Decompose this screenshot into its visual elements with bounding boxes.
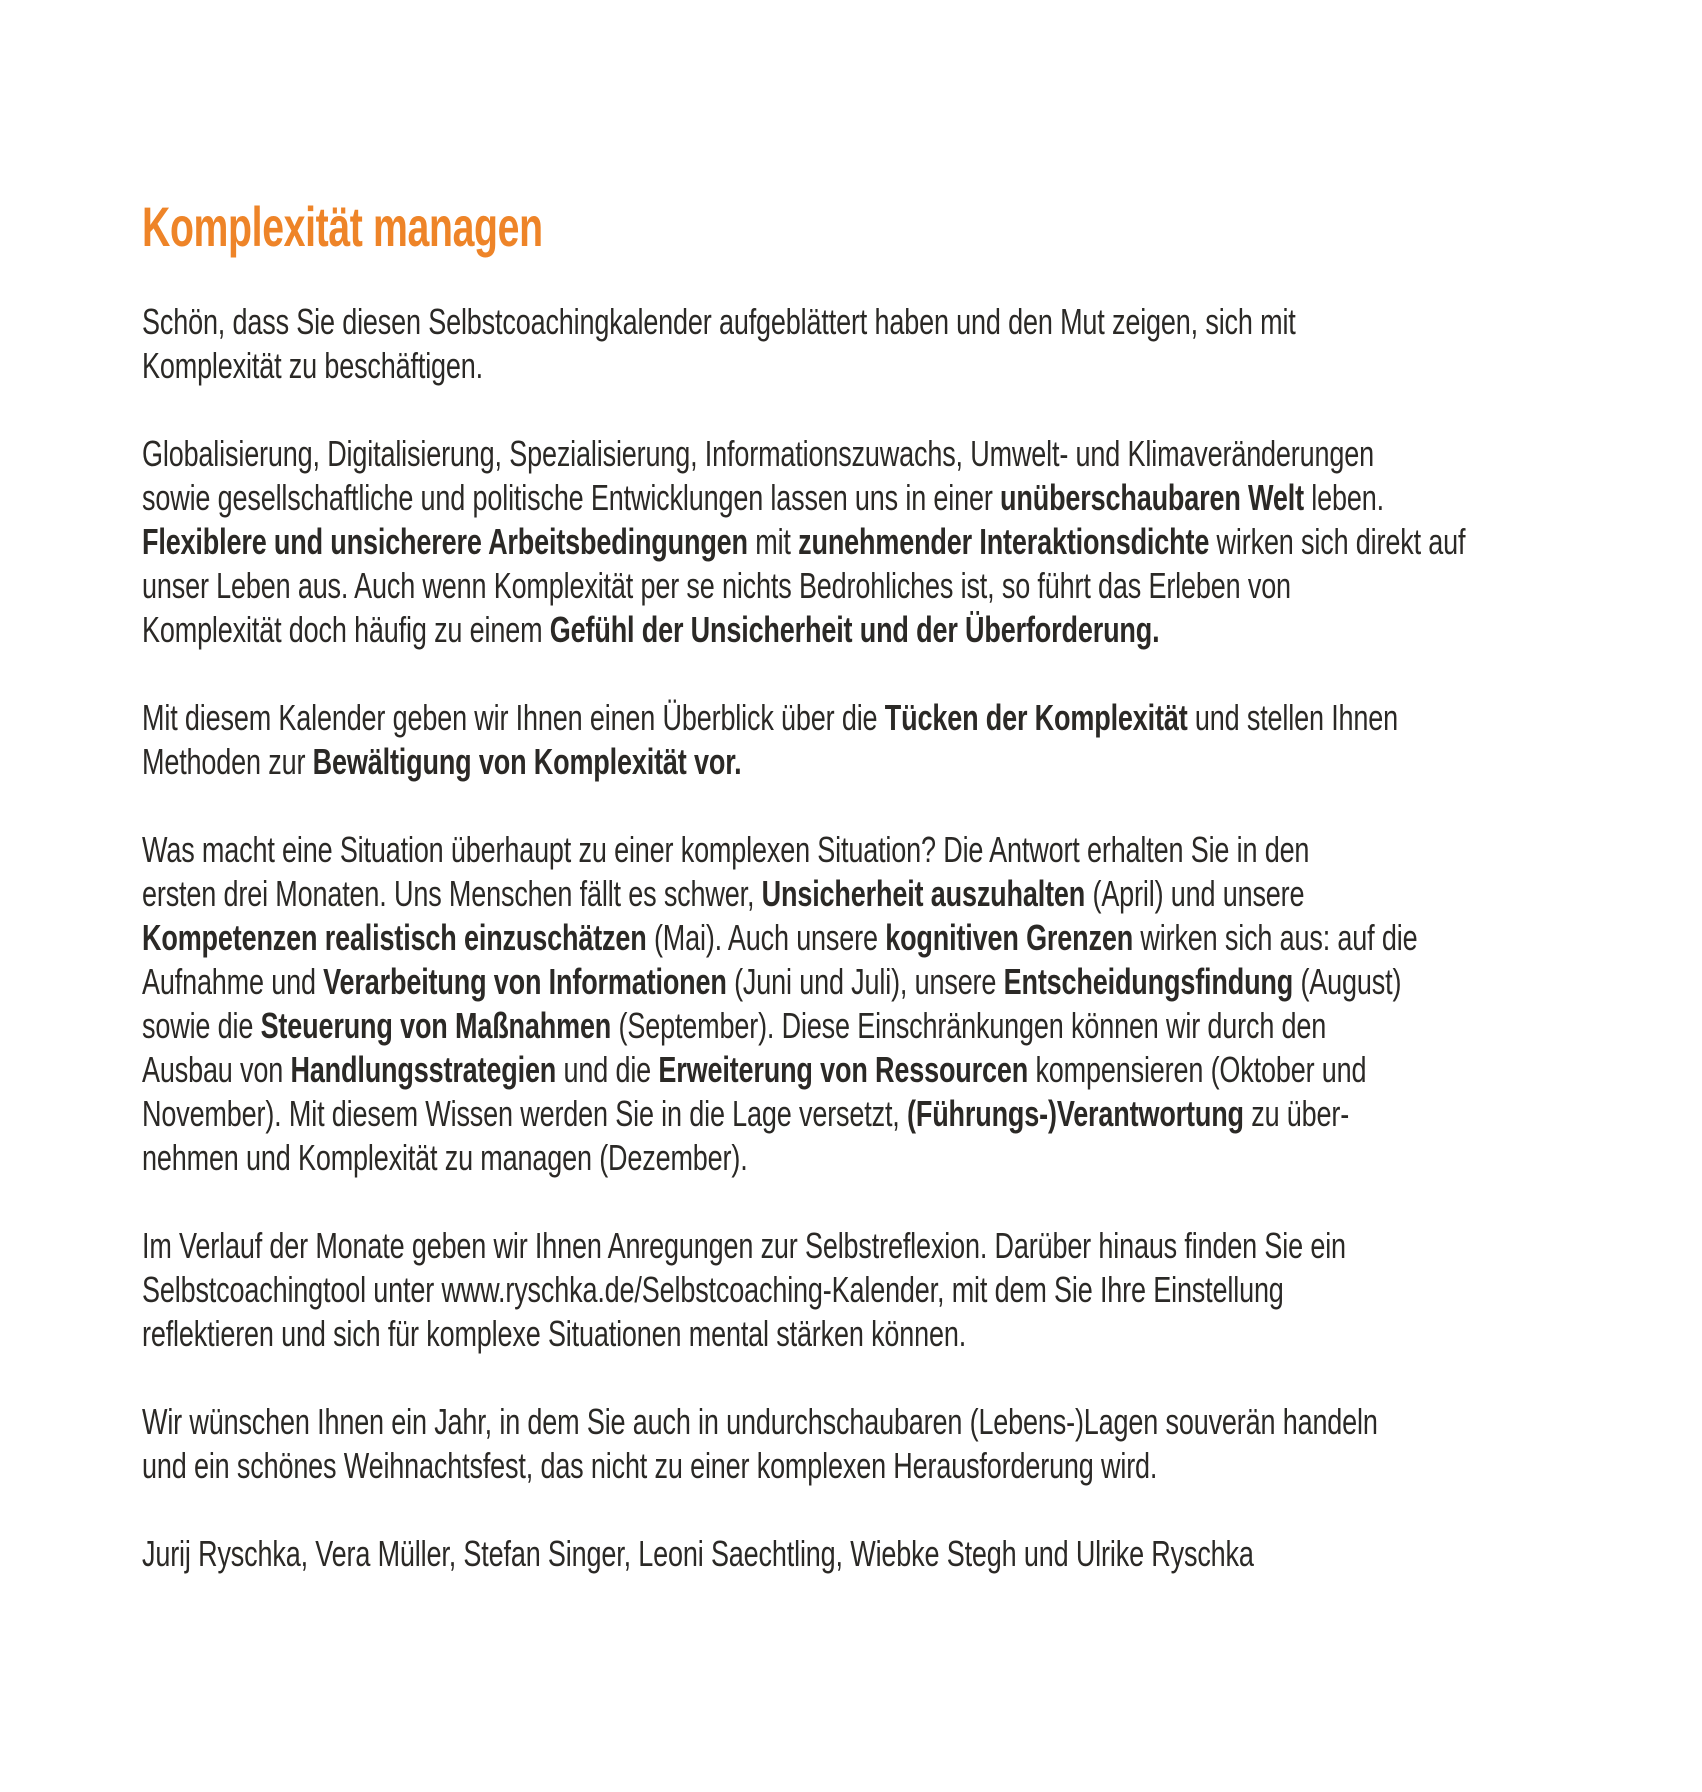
text-line <box>142 432 1374 476</box>
bold-text-segment: Entscheidungsfindung <box>1003 961 1294 1002</box>
text-line <box>142 828 1310 872</box>
paragraph <box>142 432 1582 652</box>
text-segment: und die <box>556 1049 659 1090</box>
text-segment: (April) und unsere <box>1085 873 1305 914</box>
text-segment: Im Verlauf der Monate geben wir Ihnen Anregungen zur Selbstreflexion. Darüber hinaus finden Sie ein <box>142 1225 1346 1266</box>
text-line <box>142 1136 1222 1180</box>
text-segment: Wir wünschen Ihnen ein Jahr, in dem Sie auch in undurchschaubaren (Lebens-)Lagen souverän handeln <box>142 1401 1378 1442</box>
text-segment: (Mai). Auch unsere <box>646 917 886 958</box>
text-line <box>142 1532 1254 1576</box>
text-line <box>142 564 1291 608</box>
bold-text-segment: kognitiven Grenzen <box>885 917 1134 958</box>
text-segment: sowie die <box>142 1005 261 1046</box>
text-segment: (August) <box>1293 961 1402 1002</box>
text-segment: wirken sich aus: auf die <box>1133 917 1418 958</box>
text-line <box>142 740 1222 784</box>
text-segment: Globalisierung, Digitalisierung, Spezialisierung, Informationszuwachs, Umwelt- und Klimaveränderungen <box>142 433 1374 474</box>
text-segment: Schön, dass Sie diesen Selbstcoachingkalender aufgeblättert haben und den Mut zeigen, sich mit <box>142 301 1296 342</box>
paragraph <box>142 828 1582 1180</box>
text-segment: Selbstcoachingtool unter www.ryschka.de/Selbstcoaching-Kalender, mit dem Sie Ihre Einstellung <box>142 1269 1284 1310</box>
text-line <box>142 1312 1222 1356</box>
text-segment: (Juni und Juli), unsere <box>726 961 1004 1002</box>
text-line <box>142 1268 1284 1312</box>
text-segment: Aufnahme und <box>142 961 324 1002</box>
text-line <box>142 872 1305 916</box>
bold-text-segment: Tücken der Komplexität <box>884 697 1188 738</box>
body-text <box>142 300 1582 1576</box>
text-line <box>142 520 1466 564</box>
text-line <box>142 1048 1367 1092</box>
text-line <box>142 1444 1222 1488</box>
text-line <box>142 916 1418 960</box>
text-line <box>142 960 1402 1004</box>
page-title: Komplexität managen <box>142 195 543 258</box>
text-segment: Mit diesem Kalender geben wir Ihnen einen Überblick über die <box>142 697 885 738</box>
text-segment: (September). Diese Einschränkungen können wir durch den <box>611 1005 1327 1046</box>
text-segment: nehmen und Komplexität zu managen (Dezember). <box>142 1137 748 1178</box>
text-segment: Jurij Ryschka, Vera Müller, Stefan Singer, Leoni Saechtling, Wiebke Stegh und Ulrike Ryschka <box>142 1533 1254 1574</box>
text-segment: ersten drei Monaten. Uns Menschen fällt es schwer, <box>142 873 762 914</box>
bold-text-segment: (Führungs-)Verantwortung <box>907 1093 1244 1134</box>
text-segment: Methoden zur <box>142 741 313 782</box>
text-line <box>142 1092 1350 1136</box>
bold-text-segment: Flexiblere und unsicherere Arbeitsbedingungen <box>142 521 748 562</box>
text-segment: kompensieren (Oktober und <box>1028 1049 1367 1090</box>
text-line <box>142 344 1222 388</box>
paragraph <box>142 1400 1582 1488</box>
text-line <box>142 1224 1346 1268</box>
paragraph <box>142 696 1582 784</box>
text-segment: reflektieren und sich für komplexe Situationen mental stärken können. <box>142 1313 967 1354</box>
text-segment: wirken sich direkt auf <box>1209 521 1466 562</box>
text-segment: Komplexität doch häufig zu einem <box>142 609 550 650</box>
text-line <box>142 1004 1327 1048</box>
text-line <box>142 1400 1378 1444</box>
text-segment: und stellen Ihnen <box>1187 697 1399 738</box>
text-segment: Ausbau von <box>142 1049 291 1090</box>
paragraph <box>142 1224 1582 1356</box>
text-segment: und ein schönes Weihnachtsfest, das nicht zu einer komplexen Herausforderung wird. <box>142 1445 1158 1486</box>
text-line <box>142 300 1296 344</box>
text-segment: unser Leben aus. Auch wenn Komplexität per se nichts Bedrohliches ist, so führt das Erleben von <box>142 565 1291 606</box>
text-segment: Komplexität zu beschäftigen. <box>142 345 484 386</box>
text-line <box>142 608 1222 652</box>
text-segment: zu über- <box>1243 1093 1350 1134</box>
bold-text-segment: Bewältigung von Komplexität vor. <box>312 741 742 782</box>
text-segment: sowie gesellschaftliche und politische Entwicklungen lassen uns in einer <box>142 477 1001 518</box>
text-segment: November). Mit diesem Wissen werden Sie in die Lage versetzt, <box>142 1093 908 1134</box>
text-line <box>142 696 1399 740</box>
text-line <box>142 476 1384 520</box>
bold-text-segment: zunehmender Interaktionsdichte <box>798 521 1210 562</box>
bold-text-segment: Unsicherheit auszuhalten <box>761 873 1086 914</box>
bold-text-segment: Kompetenzen realistisch einzuschätzen <box>142 917 647 958</box>
bold-text-segment: Erweiterung von Ressourcen <box>658 1049 1029 1090</box>
text-segment: mit <box>747 521 799 562</box>
paragraph <box>142 300 1582 388</box>
text-segment: Was macht eine Situation überhaupt zu einer komplexen Situation? Die Antwort erhalten Sie in den <box>142 829 1310 870</box>
text-segment: leben. <box>1303 477 1384 518</box>
bold-text-segment: Handlungsstrategien <box>290 1049 557 1090</box>
bold-text-segment: Verarbeitung von Informationen <box>323 961 727 1002</box>
bold-text-segment: Steuerung von Maßnahmen <box>260 1005 612 1046</box>
paragraph <box>142 1532 1582 1576</box>
document-content <box>142 195 1582 1576</box>
bold-text-segment: unüberschaubaren Welt <box>1000 477 1304 518</box>
bold-text-segment: Gefühl der Unsicherheit und der Überforderung. <box>549 609 1160 650</box>
